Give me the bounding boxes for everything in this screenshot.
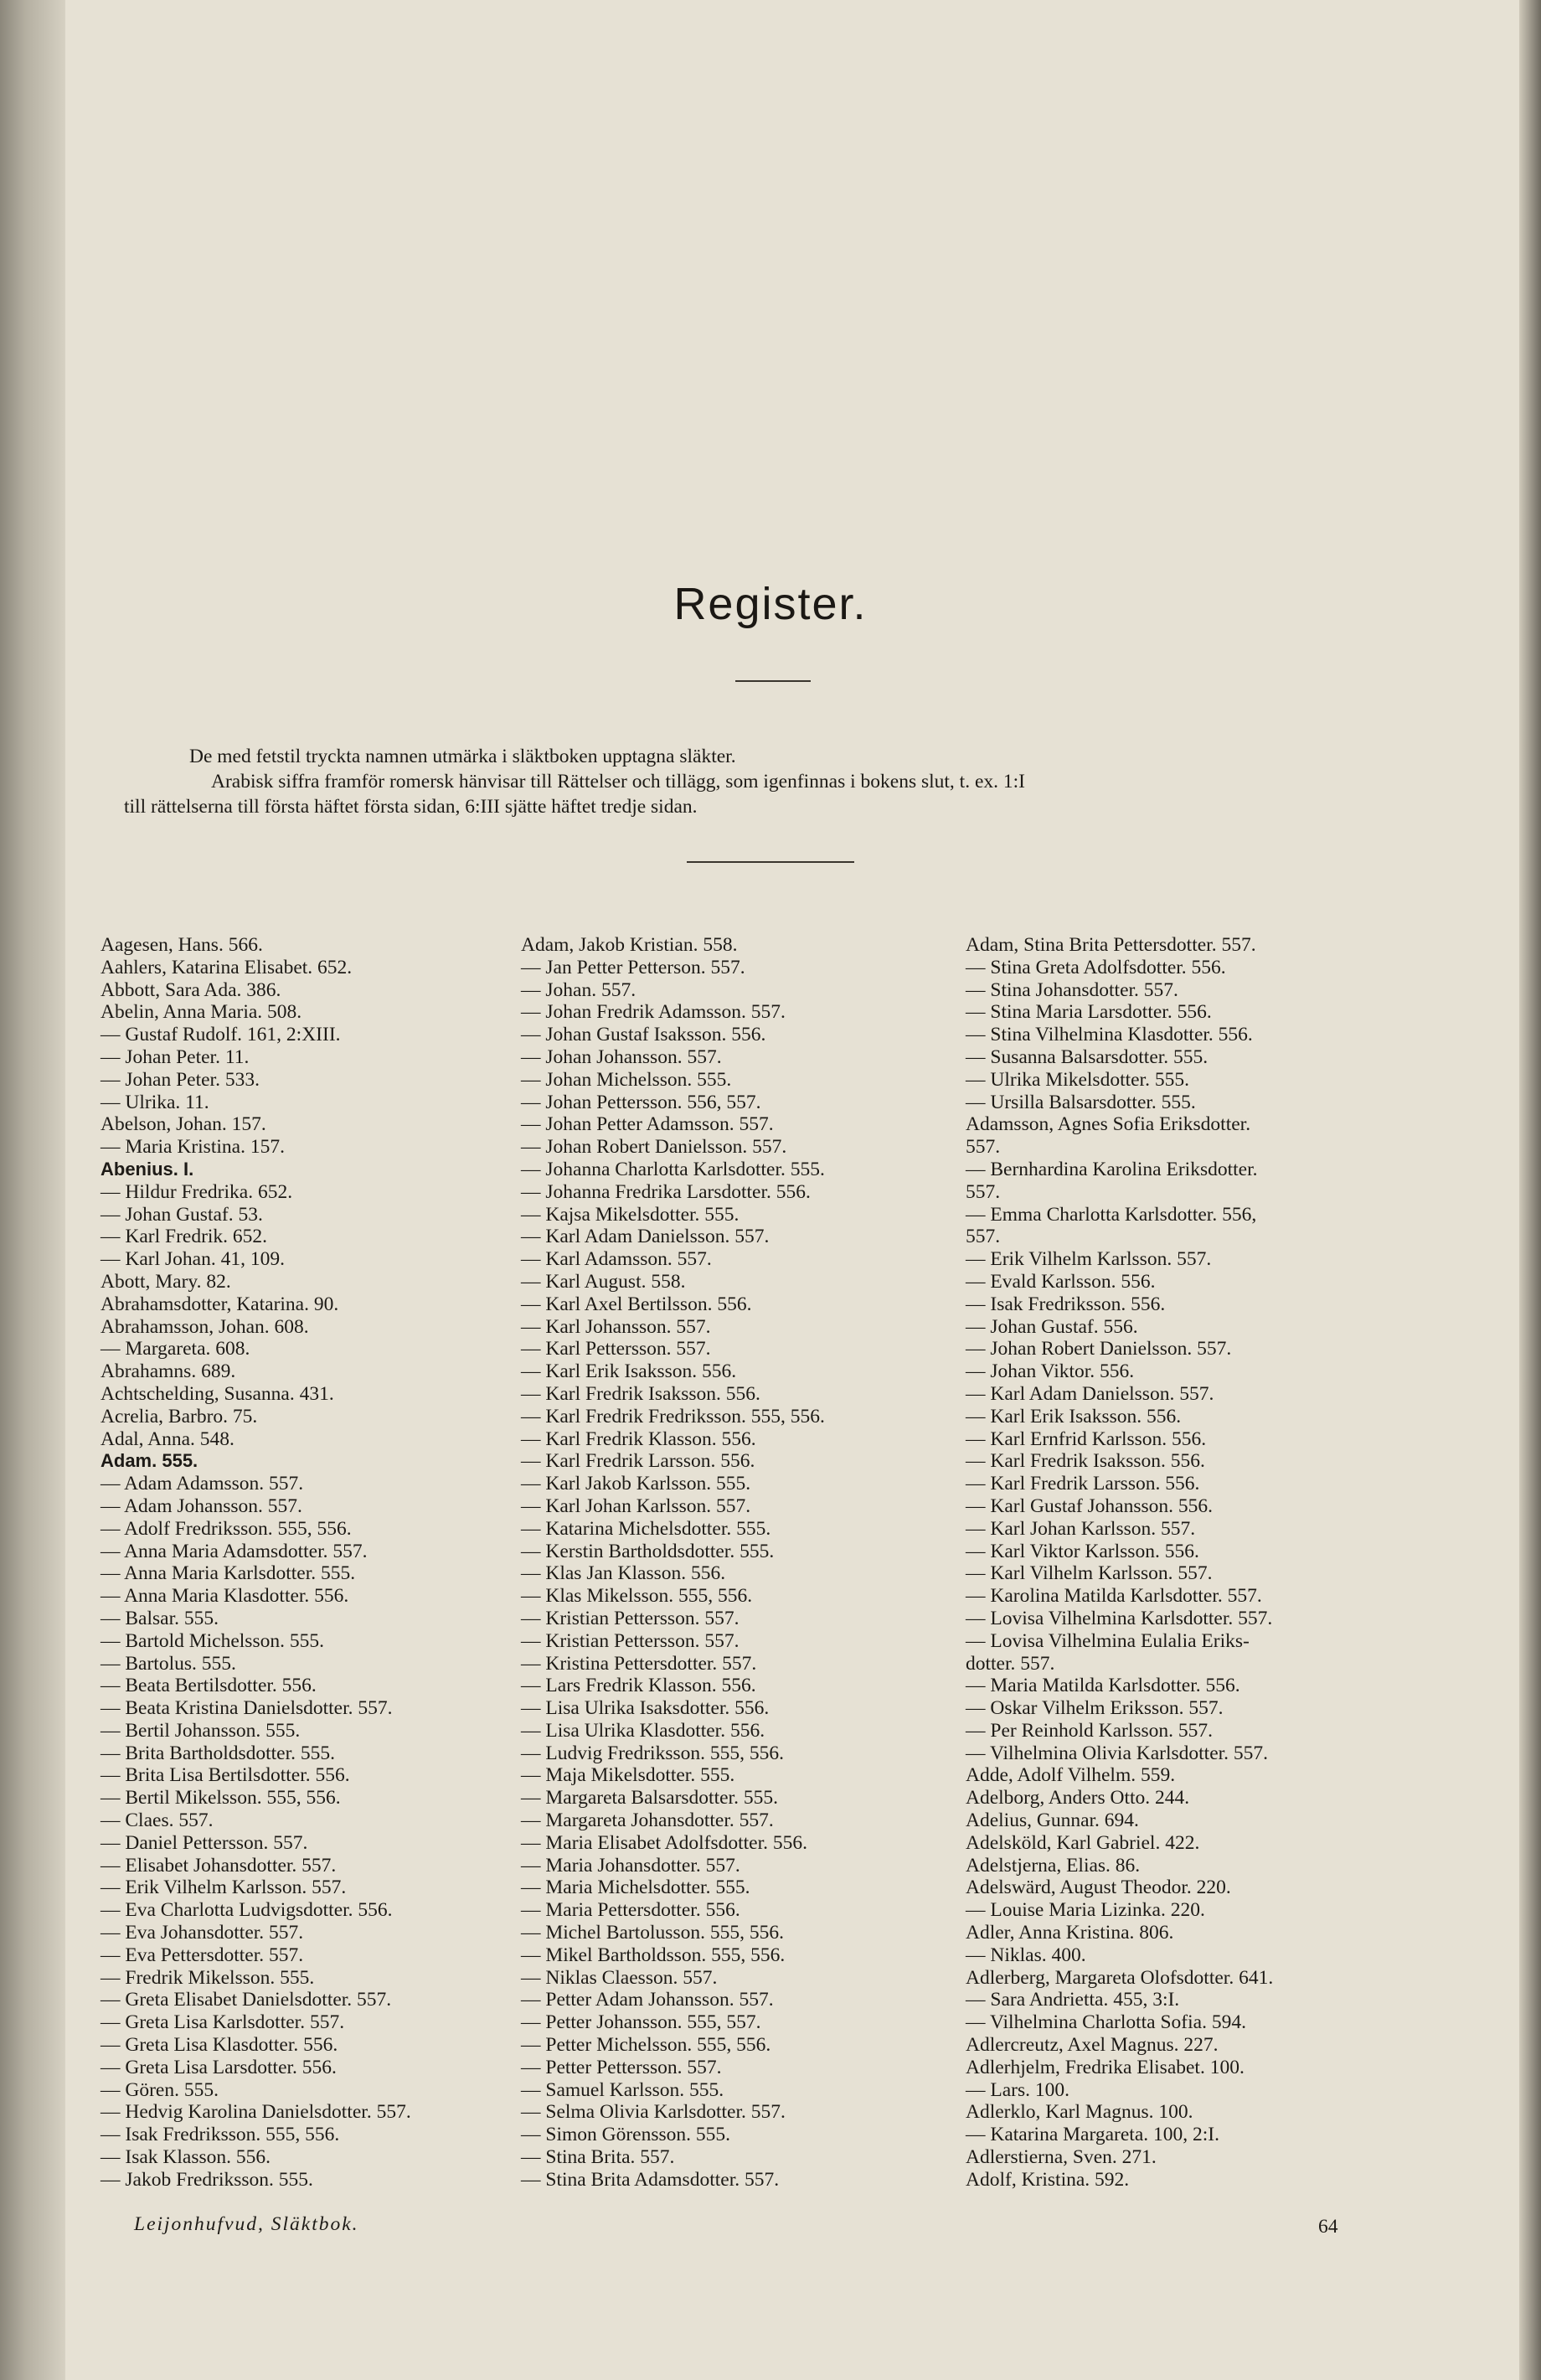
index-entry: Adlercreutz, Axel Magnus. 227. (966, 2034, 1219, 2057)
index-entry: — Petter Johansson. 555, 557. (521, 2011, 761, 2034)
index-entry: — Fredrik Mikelsson. 555. (100, 1966, 315, 1989)
index-entry: — Petter Pettersson. 557. (521, 2056, 722, 2078)
index-entry: Abbott, Sara Ada. 386. (100, 978, 281, 1001)
index-entry: Adelstjerna, Elias. 86. (966, 1854, 1141, 1877)
index-entry: — Karl August. 558. (521, 1270, 686, 1293)
index-entry: — Karl Adamsson. 557. (521, 1248, 712, 1271)
index-entry: — Bertil Johansson. 555. (100, 1719, 301, 1742)
index-entry: — Katarina Margareta. 100, 2:I. (966, 2124, 1219, 2146)
index-entry: — Hedvig Karolina Danielsdotter. 557. (100, 2101, 411, 2124)
index-entry: — Johan Robert Danielsson. 557. (966, 1338, 1232, 1360)
index-entry: Abrahamsson, Johan. 608. (100, 1315, 309, 1338)
index-entry: — Ludvig Fredriksson. 555, 556. (521, 1742, 784, 1764)
index-entry: — Stina Greta Adolfsdotter. 556. (966, 956, 1226, 978)
footer-signature: Leijonhufvud, Släktbok. (134, 2213, 359, 2235)
index-entry: — Johan Johansson. 557. (521, 1045, 722, 1068)
index-entry: — Kajsa Mikelsdotter. 555. (521, 1203, 740, 1226)
index-entry: Adamsson, Agnes Sofia Eriksdotter. (966, 1113, 1251, 1136)
index-entry: 557. (966, 1180, 1001, 1203)
title-rule (735, 680, 811, 682)
index-entry: — Stina Vilhelmina Klasdotter. 556. (966, 1024, 1253, 1046)
index-entry: — Anna Maria Karlsdotter. 555. (100, 1562, 356, 1585)
index-entry: — Johan Michelsson. 555. (521, 1068, 732, 1091)
index-entry: — Erik Vilhelm Karlsson. 557. (966, 1248, 1212, 1271)
page-title: Register. (673, 579, 868, 629)
index-entry: — Karl Johansson. 557. (521, 1315, 711, 1338)
index-entry: — Karl Ernfrid Karlsson. 556. (966, 1427, 1207, 1450)
index-entry: — Karl Vilhelm Karlsson. 557. (966, 1562, 1213, 1585)
index-entry: — Per Reinhold Karlsson. 557. (966, 1719, 1214, 1742)
index-entry: — Karl Erik Isaksson. 556. (966, 1405, 1182, 1427)
index-column-3 (966, 934, 1401, 2192)
index-entry: — Johan Peter. 11. (100, 1045, 250, 1068)
intro-rule (687, 861, 854, 863)
index-entry: Adelius, Gunnar. 694. (966, 1810, 1139, 1832)
index-entry: — Klas Jan Klasson. 556. (521, 1562, 726, 1585)
index-entry: — Lisa Ulrika Isaksdotter. 556. (521, 1697, 770, 1720)
index-entry: — Klas Mikelsson. 555, 556. (521, 1585, 753, 1608)
intro-line-1: De med fetstil tryckta namnen utmärka i släktboken upptagna släkter. (189, 746, 736, 767)
index-entry: — Karl Johan. 41, 109. (100, 1248, 285, 1271)
index-entry: — Karl Gustaf Johansson. 556. (966, 1495, 1214, 1517)
index-entry: Adal, Anna. 548. (100, 1427, 234, 1450)
index-entry: — Katarina Michelsdotter. 555. (521, 1517, 771, 1540)
index-entry: — Bernhardina Karolina Eriksdotter. (966, 1158, 1258, 1180)
index-entry: — Jakob Fredriksson. 555. (100, 2168, 313, 2191)
index-entry: — Simon Görensson. 555. (521, 2124, 731, 2146)
index-entry: — Emma Charlotta Karlsdotter. 556, (966, 1203, 1257, 1226)
index-entry: — Johan Fredrik Adamsson. 557. (521, 1001, 786, 1024)
index-entry: — Eva Charlotta Ludvigsdotter. 556. (100, 1899, 393, 1922)
index-column-1 (100, 934, 523, 2192)
index-entry: Adelswärd, August Theodor. 220. (966, 1877, 1231, 1899)
index-entry: — Greta Elisabet Danielsdotter. 557. (100, 1989, 392, 2011)
index-entry: — Brita Bartholdsdotter. 555. (100, 1742, 336, 1764)
index-entry: — Johan Pettersson. 556, 557. (521, 1091, 761, 1113)
index-entry: — Gustaf Rudolf. 161, 2:XIII. (100, 1024, 341, 1046)
index-entry: — Sara Andrietta. 455, 3:I. (966, 1989, 1180, 2011)
index-entry: — Karl Johan Karlsson. 557. (521, 1495, 751, 1517)
index-entry: — Bartolus. 555. (100, 1652, 236, 1675)
index-entry: Adam, Jakob Kristian. 558. (521, 934, 738, 956)
index-entry: Aagesen, Hans. 566. (100, 934, 263, 956)
index-entry: — Johan Peter. 533. (100, 1068, 260, 1091)
index-entry: — Kristian Pettersson. 557. (521, 1629, 740, 1652)
index-entry: — Lars. 100. (966, 2078, 1070, 2101)
index-entry: Aahlers, Katarina Elisabet. 652. (100, 956, 353, 978)
index-entry: — Petter Adam Johansson. 557. (521, 1989, 774, 2011)
index-entry: — Johan Gustaf Isaksson. 556. (521, 1024, 766, 1046)
index-entry: — Mikel Bartholdsson. 555, 556. (521, 1944, 786, 1966)
index-entry: — Ulrika. 11. (100, 1091, 209, 1113)
index-entry: — Balsar. 555. (100, 1607, 219, 1629)
index-entry: — Margareta Johansdotter. 557. (521, 1810, 774, 1832)
index-entry: — Anna Maria Klasdotter. 556. (100, 1585, 349, 1608)
index-entry: — Adam Johansson. 557. (100, 1495, 302, 1517)
book-gutter-left (0, 0, 65, 2380)
index-entry: — Kristian Pettersson. 557. (521, 1607, 740, 1629)
index-entry: — Maria Elisabet Adolfsdotter. 556. (521, 1831, 808, 1854)
index-entry: — Ursilla Balsarsdotter. 555. (966, 1091, 1196, 1113)
index-entry: — Erik Vilhelm Karlsson. 557. (100, 1877, 347, 1899)
index-entry: — Greta Lisa Karlsdotter. 557. (100, 2011, 345, 2034)
index-entry: — Selma Olivia Karlsdotter. 557. (521, 2101, 786, 2124)
index-entry: — Eva Pettersdotter. 557. (100, 1944, 304, 1966)
index-entry: Adelborg, Anders Otto. 244. (966, 1787, 1190, 1810)
index-entry: — Vilhelmina Olivia Karlsdotter. 557. (966, 1742, 1269, 1764)
index-entry: — Adam Adamsson. 557. (100, 1473, 304, 1495)
index-entry: dotter. 557. (966, 1652, 1055, 1675)
index-entry: Abrahamns. 689. (100, 1360, 236, 1383)
index-entry: — Karl Fredrik Larsson. 556. (966, 1473, 1200, 1495)
index-entry: — Evald Karlsson. 556. (966, 1270, 1156, 1293)
index-entry: — Greta Lisa Klasdotter. 556. (100, 2034, 338, 2057)
index-entry: Acrelia, Barbro. 75. (100, 1405, 258, 1427)
intro-line-3: till rättelserna till första häftet första sidan, 6:III sjätte häftet tredje sidan. (124, 796, 698, 818)
index-entry: — Johan. 557. (521, 978, 636, 1001)
index-entry: Adlerhjelm, Fredrika Elisabet. 100. (966, 2056, 1245, 2078)
index-entry: — Michel Bartolusson. 555, 556. (521, 1922, 784, 1944)
intro-line-2: Arabisk siffra framför romersk hänvisar till Rättelser och tillägg, som igenfinnas i bokens slut, t. ex. 1:I (211, 771, 1025, 792)
index-entry: — Karl Fredrik Klasson. 556. (521, 1427, 756, 1450)
index-entry: — Niklas Claesson. 557. (521, 1966, 718, 1989)
index-entry: — Isak Fredriksson. 555, 556. (100, 2124, 340, 2146)
index-entry: — Johan Gustaf. 556. (966, 1315, 1138, 1338)
index-entry: — Vilhelmina Charlotta Sofia. 594. (966, 2011, 1246, 2034)
index-entry: — Ulrika Mikelsdotter. 555. (966, 1068, 1189, 1091)
index-entry: — Karl Fredrik. 652. (100, 1226, 268, 1248)
index-entry: — Beata Kristina Danielsdotter. 557. (100, 1697, 393, 1720)
index-entry: Adlerklo, Karl Magnus. 100. (966, 2101, 1193, 2124)
index-entry: — Karl Axel Bertilsson. 556. (521, 1293, 752, 1315)
index-entry: — Lisa Ulrika Klasdotter. 556. (521, 1719, 765, 1742)
index-entry: — Isak Klasson. 556. (100, 2146, 271, 2169)
index-entry: — Johan Gustaf. 53. (100, 1203, 263, 1226)
index-entry: — Stina Brita Adamsdotter. 557. (521, 2168, 780, 2191)
index-entry: — Karl Fredrik Fredriksson. 555, 556. (521, 1405, 825, 1427)
index-column-2 (521, 934, 956, 2192)
index-entry: — Beata Bertilsdotter. 556. (100, 1675, 317, 1697)
index-entry: — Gören. 555. (100, 2078, 219, 2101)
index-entry: — Jan Petter Petterson. 557. (521, 956, 745, 978)
index-entry: — Maja Mikelsdotter. 555. (521, 1764, 735, 1787)
index-entry: — Margareta. 608. (100, 1338, 250, 1360)
index-entry: — Karl Fredrik Isaksson. 556. (966, 1450, 1205, 1473)
index-entry: — Karl Erik Isaksson. 556. (521, 1360, 737, 1383)
index-entry: Adler, Anna Kristina. 806. (966, 1922, 1174, 1944)
index-entry: — Stina Maria Larsdotter. 556. (966, 1001, 1212, 1024)
index-entry: — Lars Fredrik Klasson. 556. (521, 1675, 756, 1697)
index-entry: — Susanna Balsarsdotter. 555. (966, 1045, 1209, 1068)
index-entry: — Oskar Vilhelm Eriksson. 557. (966, 1697, 1224, 1720)
index-entry: Abenius. I. (100, 1158, 194, 1180)
index-entry: — Lovisa Vilhelmina Karlsdotter. 557. (966, 1607, 1273, 1629)
index-entry: — Karl Pettersson. 557. (521, 1338, 711, 1360)
index-entry: — Hildur Fredrika. 652. (100, 1180, 293, 1203)
index-entry: — Johan Petter Adamsson. 557. (521, 1113, 774, 1136)
index-entry: — Margareta Balsarsdotter. 555. (521, 1787, 778, 1810)
index-entry: Adolf, Kristina. 592. (966, 2168, 1130, 2191)
index-entry: — Maria Matilda Karlsdotter. 556. (966, 1675, 1240, 1697)
index-entry: Abelson, Johan. 157. (100, 1113, 266, 1136)
index-entry: 557. (966, 1226, 1001, 1248)
index-entry: — Karl Adam Danielsson. 557. (966, 1382, 1214, 1405)
index-entry: — Johan Viktor. 556. (966, 1360, 1135, 1383)
index-entry: — Maria Johansdotter. 557. (521, 1854, 740, 1877)
index-entry: — Stina Brita. 557. (521, 2146, 675, 2169)
index-entry: — Karl Johan Karlsson. 557. (966, 1517, 1196, 1540)
index-entry: — Kristina Pettersdotter. 557. (521, 1652, 757, 1675)
page-number: 64 (1318, 2216, 1338, 2238)
index-entry: — Isak Fredriksson. 556. (966, 1293, 1166, 1315)
index-entry: Adlerstierna, Sven. 271. (966, 2146, 1157, 2169)
index-entry: — Petter Michelsson. 555, 556. (521, 2034, 771, 2057)
index-entry: — Greta Lisa Larsdotter. 556. (100, 2056, 337, 2078)
index-entry: — Elisabet Johansdotter. 557. (100, 1854, 337, 1877)
index-entry: Abrahamsdotter, Katarina. 90. (100, 1293, 339, 1315)
index-entry: — Claes. 557. (100, 1810, 214, 1832)
index-entry: — Adolf Fredriksson. 555, 556. (100, 1517, 352, 1540)
index-entry: — Johanna Fredrika Larsdotter. 556. (521, 1180, 811, 1203)
index-entry: — Karl Fredrik Isaksson. 556. (521, 1382, 760, 1405)
index-entry: — Johan Robert Danielsson. 557. (521, 1136, 787, 1159)
index-entry: Adlerberg, Margareta Olofsdotter. 641. (966, 1966, 1274, 1989)
index-entry: Abott, Mary. 82. (100, 1270, 231, 1293)
index-entry: — Niklas. 400. (966, 1944, 1086, 1966)
index-entry: Achtschelding, Susanna. 431. (100, 1382, 334, 1405)
index-entry: — Eva Johansdotter. 557. (100, 1922, 304, 1944)
index-entry: — Karl Viktor Karlsson. 556. (966, 1540, 1199, 1562)
index-entry: — Maria Kristina. 157. (100, 1136, 285, 1159)
index-entry: — Bartold Michelsson. 555. (100, 1629, 324, 1652)
index-entry: — Daniel Pettersson. 557. (100, 1831, 308, 1854)
index-entry: — Brita Lisa Bertilsdotter. 556. (100, 1764, 350, 1787)
intro-text (124, 744, 1412, 819)
index-entry: Abelin, Anna Maria. 508. (100, 1001, 302, 1024)
index-entry: — Louise Maria Lizinka. 220. (966, 1899, 1205, 1922)
index-entry: 557. (966, 1136, 1001, 1159)
index-entry: — Maria Pettersdotter. 556. (521, 1899, 740, 1922)
index-entry: — Johanna Charlotta Karlsdotter. 555. (521, 1158, 825, 1180)
index-entry: — Karl Adam Danielsson. 557. (521, 1226, 770, 1248)
index-entry: — Stina Johansdotter. 557. (966, 978, 1178, 1001)
index-entry: — Samuel Karlsson. 555. (521, 2078, 724, 2101)
index-entry: Adde, Adolf Vilhelm. 559. (966, 1764, 1176, 1787)
index-entry: — Karl Jakob Karlsson. 555. (521, 1473, 751, 1495)
index-entry: Adam, Stina Brita Pettersdotter. 557. (966, 934, 1256, 956)
index-entry: — Lovisa Vilhelmina Eulalia Eriks- (966, 1629, 1250, 1652)
index-entry: — Anna Maria Adamsdotter. 557. (100, 1540, 368, 1562)
index-entry: Adelsköld, Karl Gabriel. 422. (966, 1831, 1200, 1854)
index-entry: — Maria Michelsdotter. 555. (521, 1877, 750, 1899)
index-entry: — Karolina Matilda Karlsdotter. 557. (966, 1585, 1262, 1608)
index-entry: — Bertil Mikelsson. 555, 556. (100, 1787, 341, 1810)
index-entry: — Karl Fredrik Larsson. 556. (521, 1450, 755, 1473)
book-edge-right (1519, 0, 1541, 2380)
index-entry: Adam. 555. (100, 1450, 198, 1472)
index-entry: — Kerstin Bartholdsdotter. 555. (521, 1540, 775, 1562)
